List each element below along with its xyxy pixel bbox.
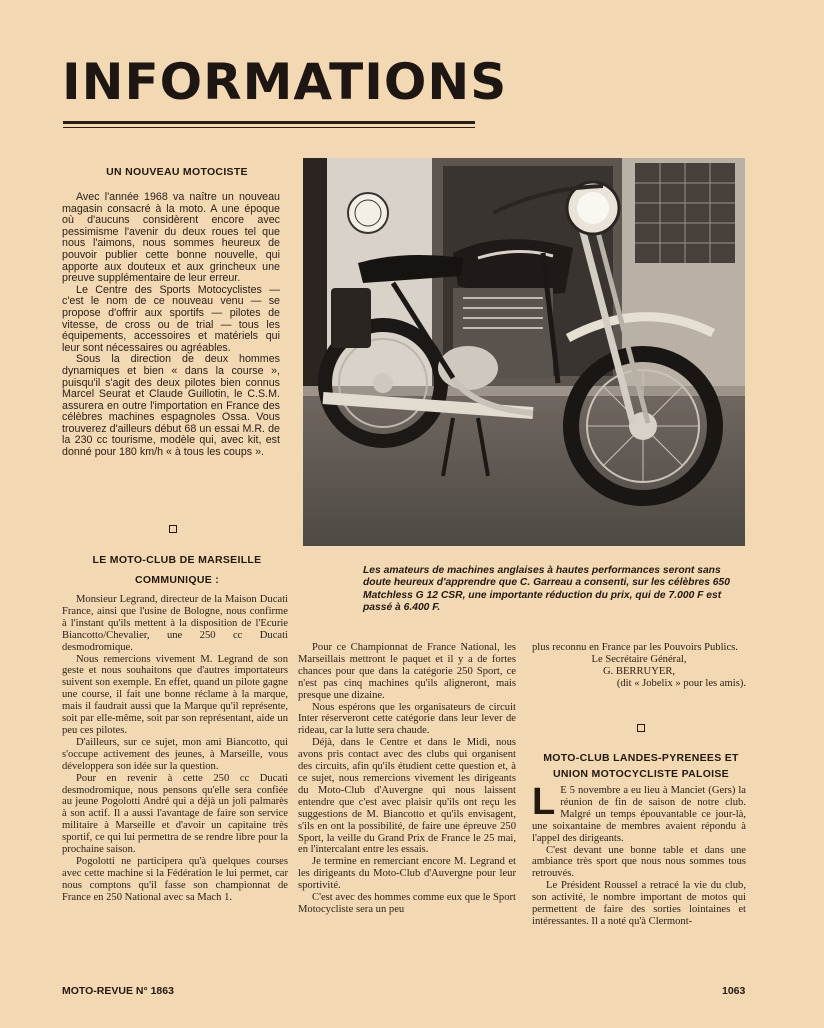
footer-page-number: 1063 [722, 985, 746, 997]
article2-paragraph: C'est avec des hommes comme eux que le Sport Motocycliste sera un peu [298, 892, 516, 915]
masthead-rule-thin [63, 127, 475, 128]
article3-body [532, 781, 746, 928]
article2-paragraph: Pour en revenir à cette 250 cc Ducati desmodromique, nous pensons qu'elle sera confiée au jeune Pogolotti André qui a déjà un joli palmarès à son actif. Il a aussi l'avantage de faire son service militaire à Marseille et d'avoir un capitaine très sportif, ce qui lui permettra de se rendre libre pour la prochaine saison. [62, 772, 288, 856]
article3-paragraph-text: E 5 novembre a eu lieu à Manciet (Gers) la réunion de fin de saison de notre club. Malgré un temps épouvantable ce jour-là, une soixantaine de membres avaient répondu à l'appel des dirigeants. [532, 785, 746, 844]
article2-paragraph: Nous espérons que les organisateurs de circuit Inter réserveront cette catégorie dans leur lever de rideau, car la lutte sera chaude. [298, 701, 516, 737]
article2-paragraph: Déjà, dans le Centre et dans le Midi, nous avons pris contact avec des clubs qui organisent des circuits, afin qu'ils étudient cette question et, à ce sujet, nous remercions vivement les dirigeants du Moto-Club d'Auvergne qui nous laissent entendre que c'est avec plaisir qu'ils ont reçu les suggestions de M. Biancotto et qu'ils envisagent, s'ils en ont la possibilité, de faire une épreuve 250 Sport, la veille du Grand Prix de France le 25 mai, en l'intercalant entre les essais. [298, 737, 516, 856]
article2-paragraph: Nous remercions vivement M. Legrand de son geste et nous souhaitons que d'autres importateurs suivent son exemple. En effet, quand un pilote gagne une course, il fait une bonne réclame à la marque, mais il faudrait aussi que la Marque qu'il représente, soit par elle-même, soit par son représentant, aide un peu ces pilotes. [62, 653, 288, 736]
article2-continuation: plus reconnu en France par les Pouvoirs Publics. [532, 642, 738, 653]
article2-column-1 [62, 594, 288, 904]
article2-column-3 [532, 642, 746, 690]
masthead-rule-thick [63, 121, 475, 124]
photo-caption: Les amateurs de machines anglaises à hautes performances seront sans doute heureux d'apprendre que C. Garreau a consenti, sur les célèbres 650 Matchless G 12 CSR, une importante réduction du prix, qui de 7.000 F est passé à 6.400 F. [363, 565, 730, 614]
drop-cap: L [532, 781, 556, 823]
article2-title [62, 550, 292, 590]
article2-paragraph: Monsieur Legrand, directeur de la Maison Ducati France, ainsi que l'usine de Bologne, nous confirme à l'instant qu'ils mettent à la disposition de l'Ecurie Biancotto/Chevalier, une 250 cc Ducati desmodromique. [62, 594, 288, 653]
masthead-title: INFORMATIONS [62, 53, 508, 111]
article3-title-line1: MOTO-CLUB LANDES-PYRENEES ET [543, 752, 739, 764]
matchless-motorcycle-image [303, 158, 745, 546]
footer-issue: MOTO-REVUE N° 1863 [62, 985, 174, 997]
article2-paragraph: Je termine en remerciant encore M. Legrand et les dirigeants du Moto-Club d'Auvergne pour leur sportivité. [298, 856, 516, 892]
article1-paragraph: Le Centre des Sports Motocyclistes — c'est le nom de ce nouveau venu — se propose d'offrir aux sportifs — pilotes de vitesse, de cross ou de trial — tous les équipements, accessoires et matériels qui leur sont nécessaires ou agréables. [62, 283, 280, 354]
article1-paragraph: Sous la direction de deux hommes dynamiques et bien « dans la course », puisqu'il s'agit des deux pilotes bien connus Marcel Seurat et Claude Guillotin, le C.S.M. assurera en outre l'importation en France des célèbres machines espagnoles Ossa. Vous trouverez d'ailleurs début 68 un essai M.R. de la 230 cc tourisme, modèle qui, avec kit, est donné pour 180 km/h « à tous les coups ». [62, 353, 280, 459]
article3-paragraph: Le Président Roussel a retracé la vie du club, son activité, le nombre important de motos qui permettent de faire des sorties lointaines et intéressantes. Il a noté qu'à Clermont- [532, 880, 746, 927]
signature-name: G. BERRUYER, [602, 665, 676, 677]
article2-paragraph: Pogolotti ne participera qu'à quelques courses avec cette machine si la Fédération le lui permet, car nous comptons qu'il fasse son championnat de France en 250 National avec sa Mach 1. [62, 855, 288, 903]
motorcycle-photo [303, 158, 745, 546]
article1-title: UN NOUVEAU MOTOCISTE [106, 166, 248, 178]
article2-paragraph: D'ailleurs, sur ce sujet, mon ami Biancotto, qui s'occupe activement des jeunes, à Marseille, vous développera son idée sur la question. [62, 736, 288, 772]
section-separator [169, 525, 177, 533]
article2-title-line1: LE MOTO-CLUB DE MARSEILLE [92, 554, 262, 566]
article1-body [62, 192, 280, 459]
article3-title [532, 750, 750, 782]
section-separator [637, 724, 645, 732]
signature-alias: (dit « Jobelix » pour les amis). [616, 677, 746, 689]
article3-paragraph: C'est devant une bonne table et dans une ambiance très sport que nous nous sommes tous retrouvés. [532, 844, 746, 880]
article3-title-line2: UNION MOTOCYCLISTE PALOISE [552, 768, 729, 780]
signature-title: Le Secrétaire Général, [591, 653, 687, 665]
article2-column-2 [298, 642, 516, 916]
article3-first-paragraph [532, 781, 746, 845]
article2-title-line2: COMMUNIQUE : [134, 574, 220, 586]
article1-paragraph: Avec l'année 1968 va naître un nouveau magasin consacré à la moto. A une époque où d'aucuns considèrent encore avec pessimisme l'avenir du deux roues tel que nous l'aimons, nous sommes heureux de pouvoir publier cette bonne nouvelle, qui apporte aux douteux et aux grincheux une preuve supplémentaire de leur erreur. [62, 191, 280, 285]
article2-paragraph: Pour ce Championnat de France National, les Marseillais mettront le paquet et il y a de fortes chances pour que dans la catégorie 250 Sport, ce n'est pas cinq machines qu'ils aligneront, mais presque une dizaine. [298, 642, 516, 701]
